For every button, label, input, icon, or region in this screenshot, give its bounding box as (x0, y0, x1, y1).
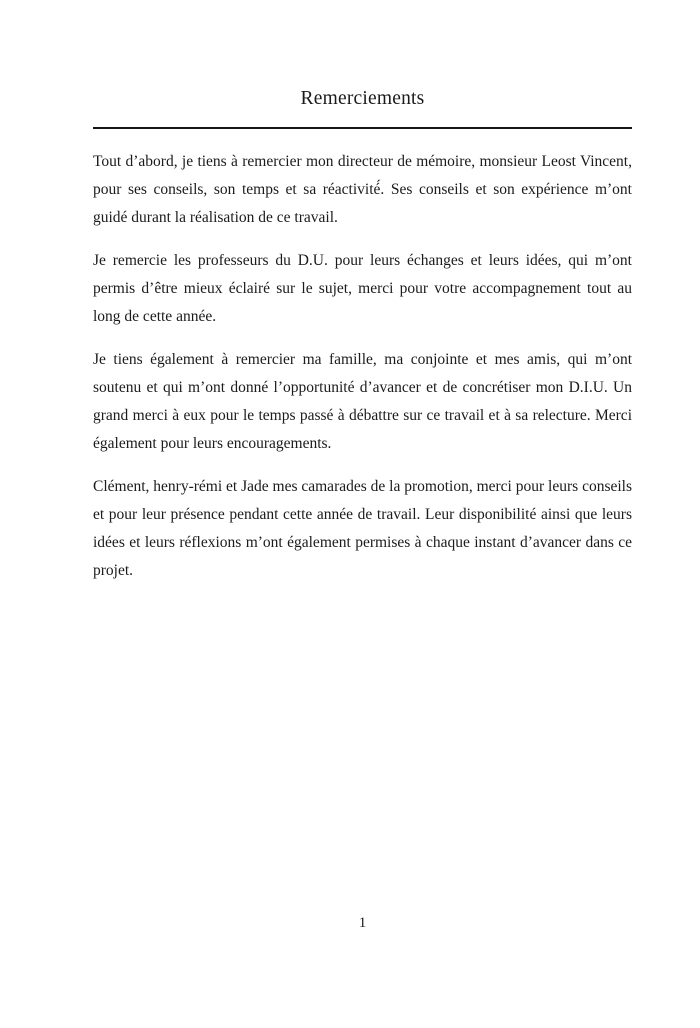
page-title: Remerciements (300, 88, 425, 109)
text-block (93, 0, 632, 600)
page-number: 1 (358, 915, 367, 931)
paragraph-3: Je tiens également à remercier ma famille, ma conjointe et mes amis, qui m’ont soutenu et qui m’ont donné l’opportunité d’avancer et de concrétiser mon D.I.U. Un grand merci à eux pour le temps passé à débattre sur ce travail et à sa relecture. Merci également pour leurs encouragements. (93, 351, 632, 452)
title-divider (93, 127, 632, 129)
paragraph-1: Tout d’abord, je tiens à remercier mon directeur de mémoire, monsieur Leost Vincent, pour ses conseils, son temps et sa réactivité́. Ses conseils et son expérience m’ont guidé durant la réalisation de ce travail. (93, 153, 632, 226)
paragraph-4: Clément, henry-rémi et Jade mes camarades de la promotion, merci pour leurs conseils et pour leur présence pendant cette année de travail. Leur disponibilité ainsi que leurs idées et leurs réflexions m’ont également permises à chaque instant d’avancer dans ce projet. (93, 478, 632, 579)
body-text (93, 148, 632, 585)
paragraph-2: Je remercie les professeurs du D.U. pour leurs échanges et leurs idées, qui m’ont permis d’être mieux éclairé sur le sujet, merci pour votre accompagnement tout au long de cette année. (93, 252, 632, 325)
